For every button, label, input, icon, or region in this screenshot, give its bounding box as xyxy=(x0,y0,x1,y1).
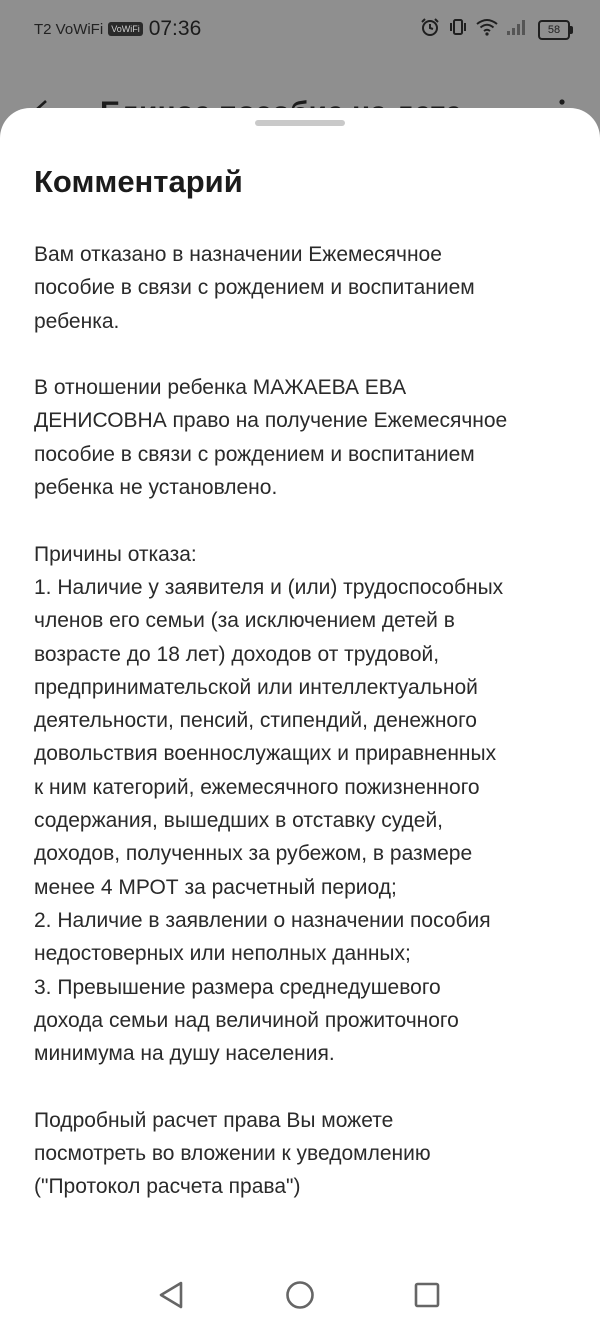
comment-line: предпринимательской или интеллектуальной xyxy=(34,675,478,699)
status-right xyxy=(412,17,570,42)
nav-recents-icon[interactable] xyxy=(410,1278,444,1312)
comment-line: членов его семьи (за исключением детей в xyxy=(34,609,455,633)
status-time: 07:36 xyxy=(148,17,202,40)
comment-line: недостоверных или неполных данных; xyxy=(34,942,411,966)
nav-back-icon[interactable] xyxy=(155,1278,189,1312)
comment-text xyxy=(34,238,574,1204)
vowifi-badge: VoWiFi xyxy=(108,22,143,36)
comment-paragraph xyxy=(34,238,574,338)
comment-line: ДЕНИСОВНА право на получение Ежемесячное xyxy=(34,409,508,433)
comment-line: посмотреть во вложении к уведомлению xyxy=(34,1142,431,1166)
alarm-icon xyxy=(420,17,440,42)
wifi-icon xyxy=(476,18,498,41)
signal-icon xyxy=(506,18,528,41)
comment-line: Подробный расчет права Вы можете xyxy=(34,1108,394,1132)
comment-line: возрасте до 18 лет) доходов от трудовой, xyxy=(34,642,440,666)
sheet-title: Комментарий xyxy=(34,164,243,199)
comment-line: к ним категорий, ежемесячного пожизненного xyxy=(34,775,480,799)
comment-paragraph xyxy=(34,1104,574,1204)
comment-line: 1. Наличие у заявителя и (или) трудоспособных xyxy=(34,575,504,599)
comment-line: ("Протокол расчета права") xyxy=(34,1175,301,1199)
comment-line: доходов, полученных за рубежом, в размере xyxy=(34,842,473,866)
nav-home-icon[interactable] xyxy=(283,1278,317,1312)
status-bar xyxy=(0,0,600,60)
drag-handle[interactable] xyxy=(255,120,345,126)
comment-line: 3. Превышение размера среднедушевого xyxy=(34,975,441,999)
comment-paragraph xyxy=(34,371,574,504)
comment-line: ребенка. xyxy=(34,309,120,333)
comment-line: содержания, вышедших в отставку судей, xyxy=(34,809,444,833)
comment-bottom-sheet xyxy=(0,108,600,1326)
comment-line: минимума на душу населения. xyxy=(34,1042,335,1066)
comment-line: менее 4 МРОТ за расчетный период; xyxy=(34,875,397,899)
vibrate-icon xyxy=(448,17,468,42)
comment-line: пособие в связи с рождением и воспитанием xyxy=(34,276,475,300)
comment-line: ребенка не установлено. xyxy=(34,476,278,500)
comment-paragraph xyxy=(34,538,574,1071)
carrier-label: T2 VoWiFi xyxy=(34,20,104,38)
comment-line: В отношении ребенка МАЖАЕВА ЕВА xyxy=(34,376,407,400)
comment-line: дохода семьи над величиной прожиточного xyxy=(34,1008,459,1032)
comment-line: Вам отказано в назначении Ежемесячное xyxy=(34,243,442,266)
comment-line: 2. Наличие в заявлении о назначении пособия xyxy=(34,908,491,932)
comment-line: пособие в связи с рождением и воспитанием xyxy=(34,442,475,466)
status-left xyxy=(34,17,201,41)
navigation-bar xyxy=(0,1262,600,1326)
comment-line: деятельности, пенсий, стипендий, денежного xyxy=(34,709,477,733)
comment-line: довольствия военнослужащих и приравненных xyxy=(34,742,497,766)
battery-icon: 58 xyxy=(538,20,570,40)
comment-line: Причины отказа: xyxy=(34,542,197,566)
